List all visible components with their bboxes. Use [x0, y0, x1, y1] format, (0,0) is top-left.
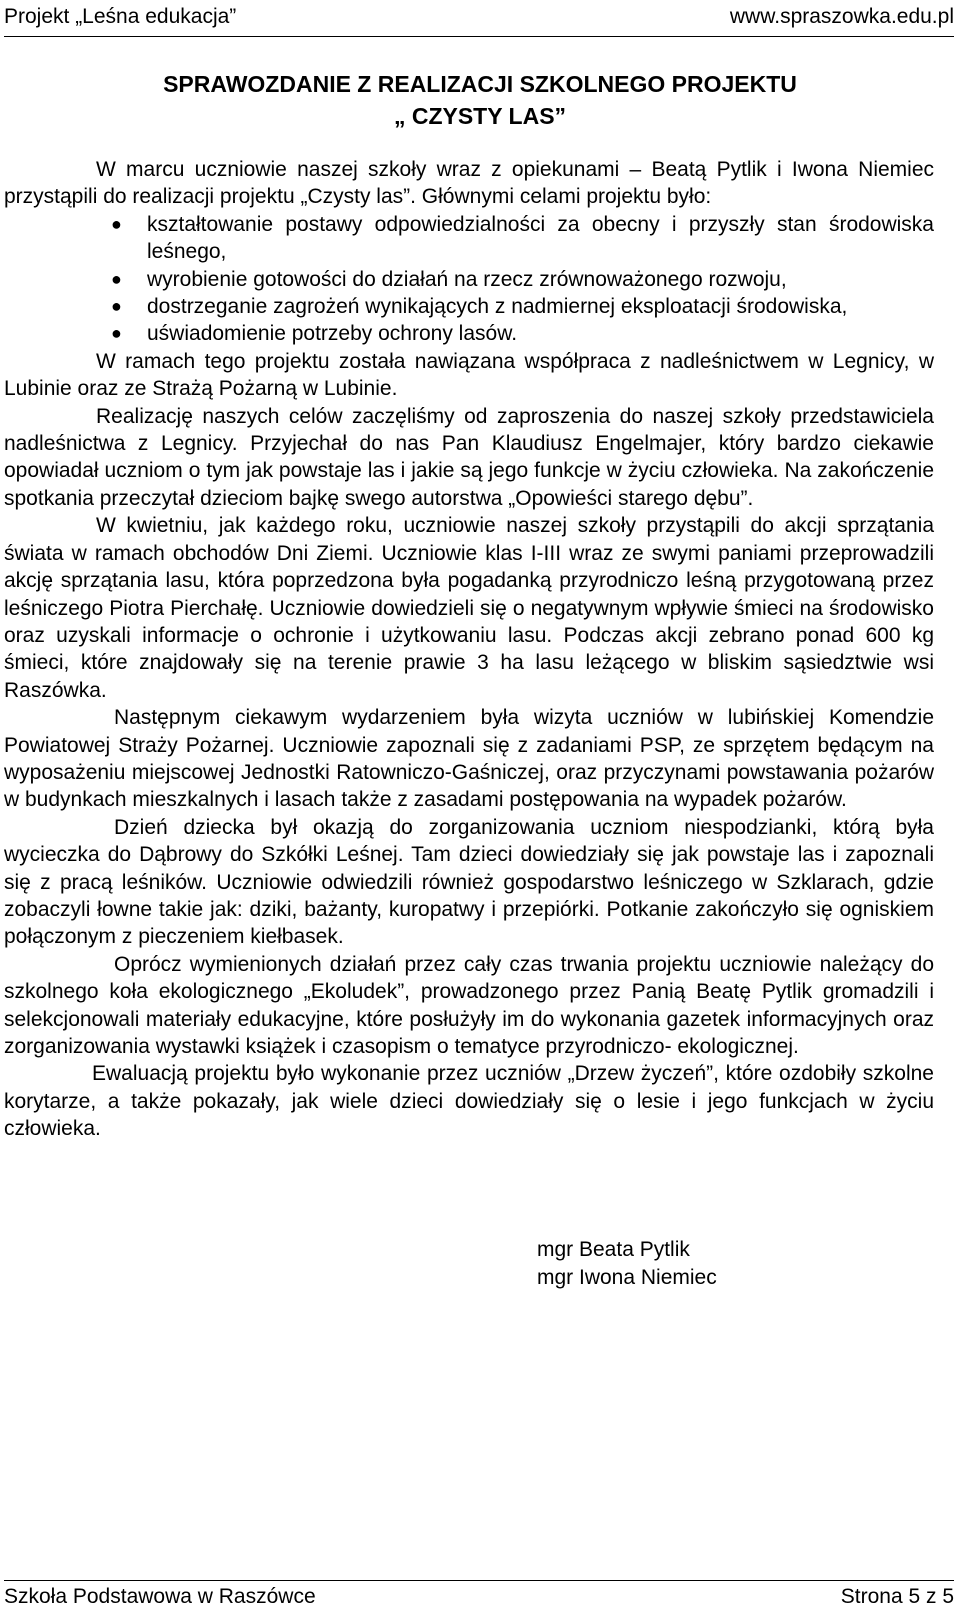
paragraph-forester-visit: Realizację naszych celów zaczęliśmy od zaproszenia do naszej szkoły przedstawiciela nadleśnictwa z Legnicy. Przyjechał do nas Pan Klaudiusz Engelmajer, który bardzo ciekawie opowiadał uczniom o tym jak powstaje las i jakie są jego funkcje w życiu człowieka. Na zakończenie spotkania przeczytał dzieciom bajkę swego autorstwa „Opowieści starego dębu”. — [4, 404, 934, 510]
document-title — [0, 68, 960, 132]
signature-line-2: mgr Iwona Niemiec — [537, 1266, 717, 1289]
footer-school-name: Szkoła Podstawowa w Raszówce — [4, 1585, 316, 1608]
goal-item — [111, 293, 934, 320]
page-header — [4, 0, 954, 37]
report-body — [4, 156, 934, 1143]
paragraph-eco-club: Oprócz wymienionych działań przez cały czas trwania projektu uczniowie należący do szkolnego koła ekologicznego „Ekoludek”, prowadzonego przez Panią Beatę Pytlik gromadzili i selekcjonowali materiały edukacyjne, które posłużyły im do wykonania gazetek informacyjnych oraz zorganizowania wystawki książek i czasopism o tematyce przyrodniczo- ekologicznej. — [4, 952, 934, 1058]
signature-block — [537, 1236, 717, 1292]
goal-item — [111, 211, 934, 266]
header-website: www.spraszowka.edu.pl — [729, 5, 954, 28]
intro-paragraph: W marcu uczniowie naszej szkoły wraz z opiekunami – Beatą Pytlik i Iwona Niemiec przystąpili do realizacji projektu „Czysty las”. Głównymi celami projektu było: — [4, 158, 934, 209]
paragraph-evaluation: Ewaluacją projektu było wykonanie przez uczniów „Drzew życzeń”, które ozdobiły szkolne korytarze, a także pokazały, jak wiele dzieci dowiedziały się o lesie i jego funkcjach w życiu człowieka. — [4, 1062, 934, 1141]
paragraph-childrens-day: Dzień dziecka był okazją do zorganizowania uczniom niespodzianki, którą była wycieczka do Dąbrowy do Szkółki Leśnej. Tam dzieci dowiedziały się jak powstaje las i zapoznali się z pracą leśników. Uczniowie odwiedzili również gospodarstwo leśniczego w Szklarach, gdzie zobaczyli łowne takie jak: dziki, bażanty, kuropatwy i przepiórki. Potkanie zakończyło się ogniskiem połączonym z pieczeniem kiełbasek. — [4, 815, 934, 949]
bullet-icon: ● — [111, 296, 122, 317]
goal-item — [111, 320, 934, 347]
header-project-name: Projekt „Leśna edukacja” — [4, 5, 237, 28]
goal-item — [111, 266, 934, 293]
title-line-2: „ CZYSTY LAS” — [393, 103, 567, 129]
bullet-icon: ● — [111, 268, 122, 289]
bullet-icon: ● — [111, 323, 122, 344]
goals-list — [4, 211, 934, 348]
page-footer — [4, 1580, 954, 1614]
bullet-icon: ● — [111, 213, 122, 234]
title-line-1: SPRAWOZDANIE Z REALIZACJI SZKOLNEGO PROJEKTU — [163, 71, 797, 97]
paragraph-cooperation: W ramach tego projektu została nawiązana współpraca z nadleśnictwem w Legnicy, w Lubinie oraz ze Strażą Pożarną w Lubinie. — [4, 349, 934, 401]
goal-text: uświadomienie potrzeby ochrony lasów. — [147, 322, 518, 346]
goal-text: wyrobienie gotowości do działań na rzecz zrównoważonego rozwoju, — [147, 267, 787, 291]
paragraph-earth-day: W kwietniu, jak każdego roku, uczniowie naszej szkoły przystąpili do akcji sprzątania świata w ramach obchodów Dni Ziemi. Uczniowie klas I-III wraz ze swymi paniami przeprowadzili akcję sprzątania lasu, która poprzedzona była pogadanką przyrodniczo leśną przygotowaną przez leśniczego Piotra Pierchałę. Uczniowie dowiedzieli się o negatywnym wpływie śmieci na środowisko oraz uzyskali informacje o ochronie i użytkowaniu lasu. Podczas akcji zebrano ponad 600 kg śmieci, które znajdowały się na terenie prawie 3 ha lasu leżącego w bliskim sąsiedztwie wsi Raszówka. — [4, 514, 934, 702]
footer-page-number: Strona 5 z 5 — [840, 1585, 954, 1608]
paragraph-fire-station: Następnym ciekawym wydarzeniem była wizyta uczniów w lubińskiej Komendzie Powiatowej Straży Pożarnej. Uczniowie zapoznali się z zadaniami PSP, ze sprzętem będącym na wyposażeniu miejscowej Jednostki Ratowniczo-Gaśniczej, oraz przyczynami powstawania pożarów w budynkach mieszkalnych i lasach także z zasadami postępowania na wypadek pożarów. — [4, 706, 934, 812]
signature-line-1: mgr Beata Pytlik — [537, 1238, 690, 1261]
goal-text: kształtowanie postawy odpowiedzialności za obecny i przyszły stan środowiska leśnego, — [147, 212, 934, 264]
goal-text: dostrzeganie zagrożeń wynikających z nadmiernej eksploatacji środowiska, — [147, 295, 848, 319]
